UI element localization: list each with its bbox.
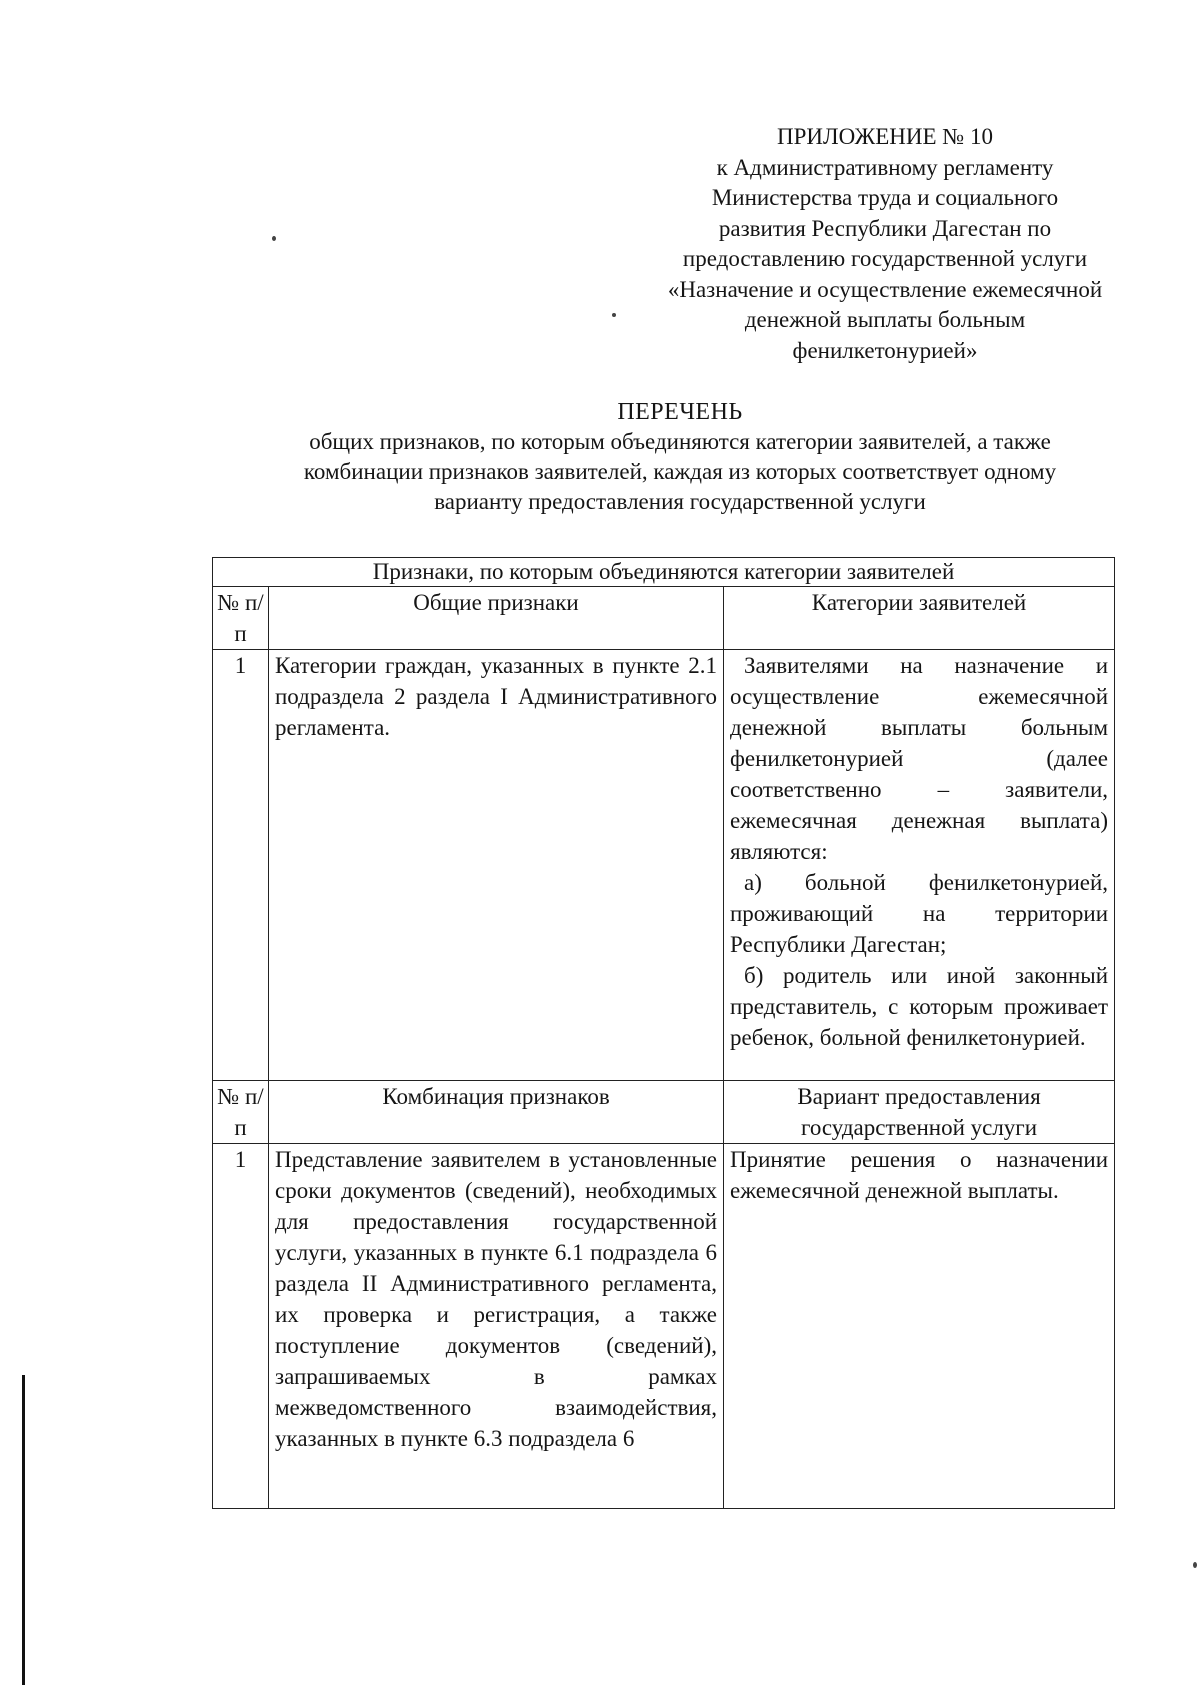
appendix-line: фенилкетонурией» (792, 337, 978, 363)
row-number: 1 (213, 1144, 269, 1509)
table-caption-row (213, 558, 1115, 587)
scan-speck (612, 313, 616, 317)
title-heading: ПЕРЕЧЕНЬ (617, 399, 743, 425)
appendix-line: «Назначение и осуществление ежемесячной (667, 276, 1103, 302)
categories-intro: Заявителями на назначение и осуществление ежемесячной денежной выплаты больным фенилкетонурией (далее соответственно – заявители, ежемесячная денежная выплата) являются: (730, 653, 1109, 864)
category-item-b: б) родитель или иной законный представитель, с которым проживает ребенок, больной фенилкетонурией. (730, 963, 1109, 1050)
row-number: 1 (213, 650, 269, 1081)
table-row (213, 650, 1115, 1081)
document-title (200, 397, 1160, 517)
table-header-row (213, 587, 1115, 650)
header-number: № п/п (213, 1081, 269, 1144)
service-variant-cell: Принятие решения о назначении ежемесячной денежной выплаты. (724, 1144, 1115, 1509)
common-signs-cell: Категории граждан, указанных в пункте 2.1 подраздела 2 раздела I Административного регламента. (269, 650, 724, 1081)
applicant-categories-cell (724, 650, 1115, 1081)
title-line: комбинации признаков заявителей, каждая из которых соответствует одному (303, 459, 1057, 484)
appendix-note (605, 122, 1165, 366)
title-line: варианту предоставления государственной услуги (434, 489, 926, 514)
table-caption: Признаки, по которым объединяются категории заявителей (213, 558, 1115, 587)
header-service-variant: Вариант предоставления государственной услуги (724, 1081, 1115, 1144)
criteria-table (212, 557, 1114, 1509)
appendix-line: к Административному регламенту (716, 154, 1054, 180)
table-header-row (213, 1081, 1115, 1144)
appendix-line: ПРИЛОЖЕНИЕ № 10 (776, 124, 994, 149)
category-item-a: а) больной фенилкетонурией, проживающий на территории Республики Дагестан; (730, 870, 1109, 957)
sign-combination-cell: Представление заявителем в установленные сроки документов (сведений), необходимых для предоставления государственной услуги, указанных в пункте 6.1 подраздела 6 раздела II Административного регламента, их проверка и регистрация, а также поступление документов (сведений), запрашиваемых в рамках межведомственного взаимодействия, указанных в пункте 6.3 подраздела 6 (269, 1144, 724, 1509)
table-row (213, 1144, 1115, 1509)
header-common-signs: Общие признаки (269, 587, 724, 650)
appendix-line: предоставлению государственной услуги (682, 246, 1088, 271)
appendix-line: развития Республики Дагестан по (718, 215, 1052, 241)
appendix-line: Министерства труда и социального (711, 185, 1059, 210)
scan-speck (1193, 1562, 1197, 1568)
header-number: № п/п (213, 587, 269, 650)
scan-speck (272, 236, 276, 241)
scan-edge-line (22, 1375, 25, 1685)
header-sign-combination: Комбинация признаков (269, 1081, 724, 1144)
appendix-line: денежной выплаты больным (744, 307, 1026, 332)
header-applicant-categories: Категории заявителей (724, 587, 1115, 650)
title-line: общих признаков, по которым объединяются категории заявителей, а также (309, 429, 1051, 454)
